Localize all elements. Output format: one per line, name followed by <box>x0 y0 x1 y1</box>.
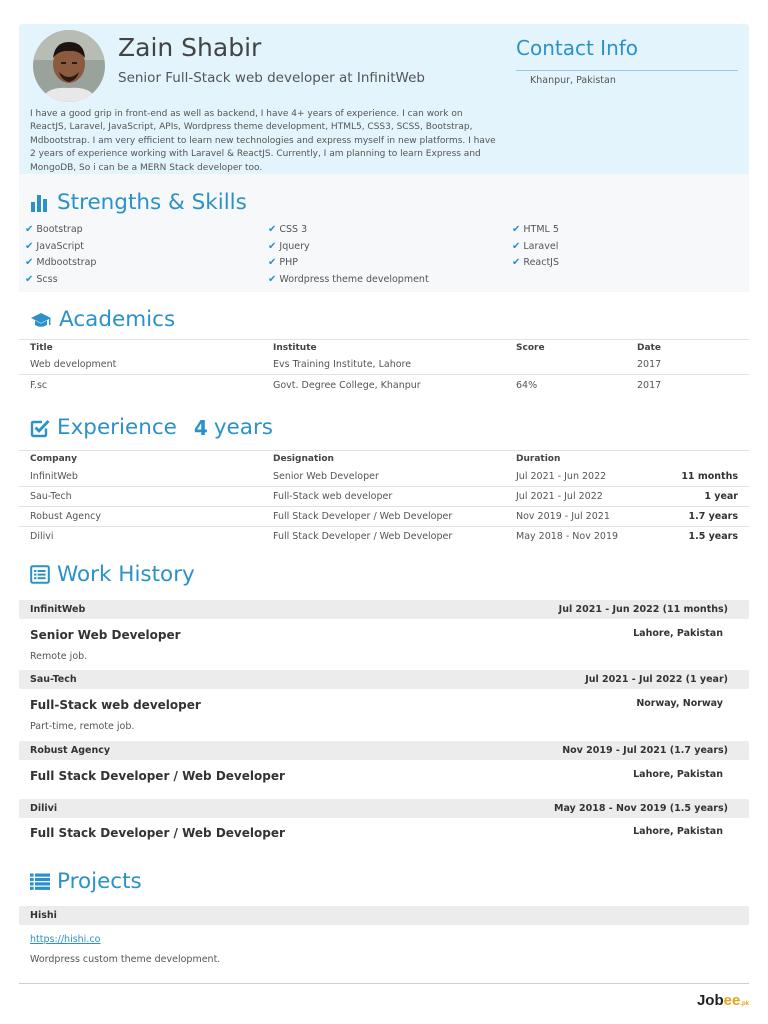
experience-cell: InfinitWeb <box>30 471 78 482</box>
experience-duration-total: 1.5 years <box>688 531 738 542</box>
academics-cell: Evs Training Institute, Lahore <box>273 359 412 370</box>
contact-divider <box>516 70 738 71</box>
profile-header <box>19 24 749 174</box>
skill-item: ✔ Bootstrap <box>25 224 83 235</box>
check-icon: ✔ <box>25 274 34 286</box>
work-history-location: Norway, Norway <box>636 698 723 709</box>
skill-item: ✔ HTML 5 <box>512 224 559 235</box>
skill-item: ✔ ReactJS <box>512 257 560 269</box>
skill-item: ✔ Mdbootstrap <box>25 257 97 269</box>
work-history-location: Lahore, Pakistan <box>633 628 723 639</box>
work-history-company: Robust Agency <box>30 745 111 756</box>
graduation-cap-icon <box>30 311 52 329</box>
check-icon: ✔ <box>268 240 277 252</box>
experience-header-duration: Duration <box>516 454 561 464</box>
work-history-dates: Jul 2021 - Jul 2022 (1 year) <box>585 674 728 685</box>
work-history-company: InfinitWeb <box>30 604 86 615</box>
table-row-divider <box>19 486 749 487</box>
check-icon: ✔ <box>512 240 521 252</box>
academics-header-score: Score <box>516 343 545 353</box>
profile-bio: I have a good grip in front-end as well as backend, I have 4+ years of experience. I can work on ReactJS, Laravel, JavaScript, APIs, Wordpress theme development, HTML5, CSS3, SCSS, Bootstrap, Mdbootstrap. I am very efficient to learn new technologies and express myself in new platforms. I have 2 years of experience working with Laravel & ReactJS. Currently, I am planning to learn Express and MongoDB, So i can be a MERN Stack developer too. <box>30 109 496 173</box>
check-icon: ✔ <box>268 257 277 269</box>
skill-item: ✔ JavaScript <box>25 240 85 252</box>
work-history-heading: Work History <box>30 562 195 587</box>
work-history-header-bar <box>19 741 749 760</box>
skills-column-2 <box>268 222 429 289</box>
table-row-divider <box>19 506 749 507</box>
work-history-dates: Jul 2021 - Jun 2022 (11 months) <box>558 604 728 615</box>
experience-cell: Full Stack Developer / Web Developer <box>273 531 453 542</box>
skill-item: ✔ Jquery <box>268 240 310 252</box>
work-history-description: Remote job. <box>30 651 88 662</box>
experience-header-company: Company <box>30 454 77 464</box>
experience-cell: Nov 2019 - Jul 2021 <box>516 511 610 522</box>
experience-cell: Full Stack Developer / Web Developer <box>273 511 453 522</box>
experience-heading: Experience 4 years <box>30 415 273 440</box>
experience-cell: Sau-Tech <box>30 491 72 502</box>
work-history-location: Lahore, Pakistan <box>633 826 723 837</box>
project-name: Hishi <box>30 910 57 921</box>
skills-heading: Strengths & Skills <box>30 190 247 215</box>
experience-cell: Dilivi <box>30 531 54 542</box>
experience-divider <box>19 450 749 451</box>
academics-header-title: Title <box>30 343 53 353</box>
check-icon: ✔ <box>268 224 277 235</box>
work-history-header-bar <box>19 600 749 619</box>
academics-header-date: Date <box>637 343 661 353</box>
academics-cell: 2017 <box>637 380 662 391</box>
experience-duration-total: 1.7 years <box>688 511 738 522</box>
skills-column-1 <box>25 222 96 289</box>
experience-cell: May 2018 - Nov 2019 <box>516 531 619 542</box>
projects-heading: Projects <box>30 869 142 894</box>
work-history-company: Dilivi <box>30 803 58 814</box>
academics-divider <box>19 339 749 340</box>
list-icon <box>30 873 50 890</box>
project-description: Wordpress custom theme development. <box>30 954 221 965</box>
profile-tagline: Senior Full-Stack web developer at InfinitWeb <box>118 70 425 86</box>
experience-cell: Jul 2021 - Jun 2022 <box>516 471 607 482</box>
skill-item: ✔ Laravel <box>512 240 559 252</box>
work-history-dates: Nov 2019 - Jul 2021 (1.7 years) <box>562 745 728 756</box>
footer-divider <box>19 983 749 984</box>
check-icon: ✔ <box>25 240 34 252</box>
academics-cell: Govt. Degree College, Khanpur <box>273 380 421 391</box>
contact-info-title: Contact Info <box>516 36 639 60</box>
profile-name: Zain Shabir <box>118 33 262 62</box>
list-alt-icon <box>30 565 50 584</box>
work-history-company: Sau-Tech <box>30 674 77 685</box>
academics-heading: Academics <box>30 307 175 332</box>
project-link[interactable]: https://hishi.co <box>30 934 101 945</box>
work-history-role: Full-Stack web developer <box>30 698 201 712</box>
academics-cell: 64% <box>516 380 538 391</box>
resume-page <box>19 24 749 1009</box>
check-icon: ✔ <box>512 257 521 269</box>
check-icon: ✔ <box>268 274 277 286</box>
experience-cell: Senior Web Developer <box>273 471 379 482</box>
experience-total-unit: years <box>213 415 273 440</box>
check-icon: ✔ <box>25 224 34 235</box>
check-icon: ✔ <box>25 257 34 269</box>
skill-item: ✔ Wordpress theme development <box>268 274 429 286</box>
project-header-bar <box>19 906 749 925</box>
contact-location: Khanpur, Pakistan <box>530 75 616 86</box>
work-history-description: Part-time, remote job. <box>30 721 135 732</box>
experience-total-number: 4 <box>193 415 208 440</box>
avatar <box>33 30 105 102</box>
skill-item: ✔ CSS 3 <box>268 224 308 235</box>
table-row-divider <box>19 526 749 527</box>
academics-cell: 2017 <box>637 359 662 370</box>
check-square-icon <box>30 418 50 438</box>
experience-cell: Robust Agency <box>30 511 101 522</box>
work-history-header-bar <box>19 670 749 689</box>
work-history-role: Senior Web Developer <box>30 628 181 642</box>
work-history-dates: May 2018 - Nov 2019 (1.5 years) <box>553 803 728 814</box>
work-history-role: Full Stack Developer / Web Developer <box>30 826 285 840</box>
table-row-divider <box>19 374 749 375</box>
bar-chart-icon <box>30 194 50 212</box>
skills-section <box>19 174 749 292</box>
skill-item: ✔ PHP <box>268 257 298 269</box>
academics-cell: Web development <box>30 359 117 370</box>
work-history-header-bar <box>19 799 749 818</box>
work-history-location: Lahore, Pakistan <box>633 769 723 780</box>
skills-column-3 <box>512 222 559 272</box>
experience-duration-total: 1 year <box>704 491 738 502</box>
experience-duration-total: 11 months <box>681 471 738 482</box>
academics-cell: F.sc <box>30 380 48 391</box>
experience-cell: Full-Stack web developer <box>273 491 393 502</box>
work-history-role: Full Stack Developer / Web Developer <box>30 769 285 783</box>
skill-item: ✔ Scss <box>25 274 58 286</box>
academics-header-institute: Institute <box>273 343 317 353</box>
experience-header-designation: Designation <box>273 454 334 464</box>
jobee-logo: Jobee.pk <box>696 992 749 1009</box>
check-icon: ✔ <box>512 224 521 235</box>
experience-cell: Jul 2021 - Jul 2022 <box>516 491 603 502</box>
